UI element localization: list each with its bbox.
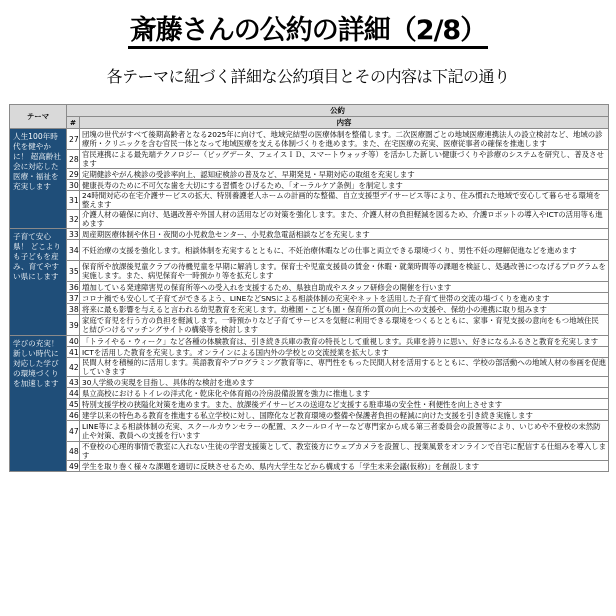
pledge-header: 公約 xyxy=(67,105,609,117)
pledge-number: 28 xyxy=(67,150,80,169)
table-row xyxy=(10,461,609,472)
table-row xyxy=(10,282,609,293)
table-row xyxy=(10,315,609,336)
pledge-number: 39 xyxy=(67,315,80,336)
pledge-content: 建学以来の特色ある教育を推進する私立学校に対し、国際化など教育環境の整備や保護者負担の軽減に向けた支援を引き続き実施します xyxy=(80,410,609,421)
pledge-number: 34 xyxy=(67,240,80,261)
pledge-number: 45 xyxy=(67,399,80,410)
pledge-content: 特別支援学校の狭隘化対策を進めます。また、放課後デイサービスの送迎など支援する駐車場の安全性・利便性を向上させます xyxy=(80,399,609,410)
pledge-content: 不妊治療の支援を強化します。相談体制を充実するとともに、不妊治療休暇などの仕事と両立できる環境づくり、男性不妊の理解促進などを進めます xyxy=(80,240,609,261)
pledge-content: 県立高校におけるトイレの洋式化・乾床化や体育館の冷房設備設置を強力に推進します xyxy=(80,388,609,399)
table-row xyxy=(10,304,609,315)
pledge-number: 32 xyxy=(67,210,80,229)
page-title xyxy=(0,8,616,47)
table-row xyxy=(10,261,609,282)
table-row xyxy=(10,229,609,240)
table-row xyxy=(10,358,609,377)
pledge-number: 29 xyxy=(67,169,80,180)
content-header: 内容 xyxy=(80,117,609,129)
pledge-number: 36 xyxy=(67,282,80,293)
table-row xyxy=(10,347,609,358)
pledge-content: 30人学級の実現を目指し、具体的な検討を進めます xyxy=(80,377,609,388)
pledge-content: 周産期医療体制や休日・夜間の小児救急センター、小児救急電話相談などを充実します xyxy=(80,229,609,240)
table-row xyxy=(10,399,609,410)
table-row xyxy=(10,442,609,461)
theme-header: テーマ xyxy=(10,105,67,129)
pledge-number: 40 xyxy=(67,336,80,347)
pledge-number: 37 xyxy=(67,293,80,304)
pledge-content: 「トライやる・ウィーク」など各種の体験教育は、引き続き兵庫の教育の特長として重視します。兵庫を誇りに思い、好きになるふるさと教育を充実します xyxy=(80,336,609,347)
pledge-number: 41 xyxy=(67,347,80,358)
table-row xyxy=(10,293,609,304)
pledge-content: 介護人材の確保に向け、処遇改善や外国人材の活用などの対策を強化します。また、介護人材の負担軽減を図るため、介護ロボットの導入やICTの活用等も進めます xyxy=(80,210,609,229)
num-header: # xyxy=(67,117,80,129)
pledge-number: 33 xyxy=(67,229,80,240)
theme-cell: 学びの充実！ 新しい時代に対応した学びの環境づくりを加速します xyxy=(10,336,67,472)
table-row xyxy=(10,388,609,399)
pledge-content: ICTを活用した教育を充実します。オンラインによる国内外の学校との交流授業を拡大します xyxy=(80,347,609,358)
pledge-content: 健康長寿のために不可欠な歯を大切にする習慣をひげるため、「オーラルケア条例」を制定します xyxy=(80,180,609,191)
pledge-content: 増加している発達障害児の保育所等への受入れを支援するため、県独自助成やスタッフ研修会の開催を行います xyxy=(80,282,609,293)
pledge-content: LINE等による相談体制の充実、スクールカウンセラーの配置、スクールロイヤーなど専門家から成る第三者委員会の設置等により、いじめや不登校の未然防止や対策、教員への支援を行います xyxy=(80,421,609,442)
pledge-content: 官民連携による最先端テクノロジー（ビッグデータ、フェイスＩＤ、スマートウォッチ等）を活かした新しい健康づくりや診療のシステムを研究し、普及させます xyxy=(80,150,609,169)
theme-cell: 人生100年時代を健やかに！ 超高齢社会に対応した医療・福祉を充実します xyxy=(10,129,67,229)
pledge-number: 49 xyxy=(67,461,80,472)
pledge-content: 保育所や放課後児童クラブの待機児童を早期に解消します。保育士や児童支援員の賃金・休暇・就業時間等の課題を検証し、処遇改善につなげるプログラムを実施します。また、病児保育や一時預かり等を拡充します xyxy=(80,261,609,282)
table-row xyxy=(10,169,609,180)
pledge-content: 不登校の心理的事情で教室に入れない生徒の学習支援策として、教室後方にウェブカメラを設置し、授業風景をオンラインで自宅に配信する仕組みを導入します xyxy=(80,442,609,461)
pledge-content: 将来に最も影響を与えると言われる幼児教育を充実します。幼稚園・こども園・保育所の質の向上への支援や、保幼小の連携に取り組みます xyxy=(80,304,609,315)
pledge-number: 44 xyxy=(67,388,80,399)
theme-cell: 子育て安心県！ どこよりも子どもを産み、育てやすい県にします xyxy=(10,229,67,336)
table-body xyxy=(10,129,609,472)
pledge-content: 24時間対応の在宅介護サービスの拡大、特別養護老人ホームの計画的な整備、自立支援型デイサービス等により、住み慣れた地域で安心して暮らせる環境を整えます xyxy=(80,191,609,210)
table-row xyxy=(10,410,609,421)
pledge-number: 48 xyxy=(67,442,80,461)
pledge-number: 38 xyxy=(67,304,80,315)
table-row xyxy=(10,129,609,150)
table-row xyxy=(10,191,609,210)
page-subtitle: 各テーマに紐づく詳細な公約項目とその内容は下記の通り xyxy=(106,67,510,86)
pledge-number: 30 xyxy=(67,180,80,191)
table-row xyxy=(10,180,609,191)
pledge-number: 46 xyxy=(67,410,80,421)
table-row xyxy=(10,210,609,229)
pledge-number: 43 xyxy=(67,377,80,388)
pledge-content: コロナ禍でも安心して子育てができるよう、LINEなどSNSによる相談体制の充実やネットを活用した子育て世帯の交流の場づくりを進めます xyxy=(80,293,609,304)
table-row xyxy=(10,150,609,169)
pledge-number: 27 xyxy=(67,129,80,150)
pledge-table xyxy=(9,104,609,472)
table-row xyxy=(10,240,609,261)
page-title-text: 斎藤さんの公約の詳細（2/8） xyxy=(128,15,488,49)
table-row xyxy=(10,377,609,388)
pledge-number: 35 xyxy=(67,261,80,282)
pledge-content: 団塊の世代がすべて後期高齢者となる2025年に向けて、地域完結型の医療体制を整備します。二次医療圏ごとの地域医療連携法人の設立検討など、地域の診療所・クリニックを含む官民一体となって地域医療を支える体制づくりを進めます。また、在宅医療の充実、医療従事者の確保を推進します xyxy=(80,129,609,150)
pledge-content: 家庭で育児を行う方の負担を軽減します。一時預かりなど子育てサービスを気軽に利用できる環境をつくるとともに、家事・育児支援の意向をもつ地域住民と結びつけるマッチングサイトの構築等を検討します xyxy=(80,315,609,336)
pledge-content: 定期健診やがん検診の受診率向上、認知症検診の普及など、早期発見・早期対応の取組を充実します xyxy=(80,169,609,180)
pledge-number: 42 xyxy=(67,358,80,377)
pledge-content: 学生を取り巻く様々な課題を適切に反映させるため、県内大学生などから構成する「学生未来会議(仮称)」を創設します xyxy=(80,461,609,472)
pledge-number: 47 xyxy=(67,421,80,442)
table-row xyxy=(10,336,609,347)
table-row xyxy=(10,421,609,442)
pledge-number: 31 xyxy=(67,191,80,210)
pledge-content: 民間人材を積極的に活用します。英語教育やプログラミング教育等に、専門性をもった民間人材を活用するとともに、学校の部活動への地域人材の参画を促進していきます xyxy=(80,358,609,377)
